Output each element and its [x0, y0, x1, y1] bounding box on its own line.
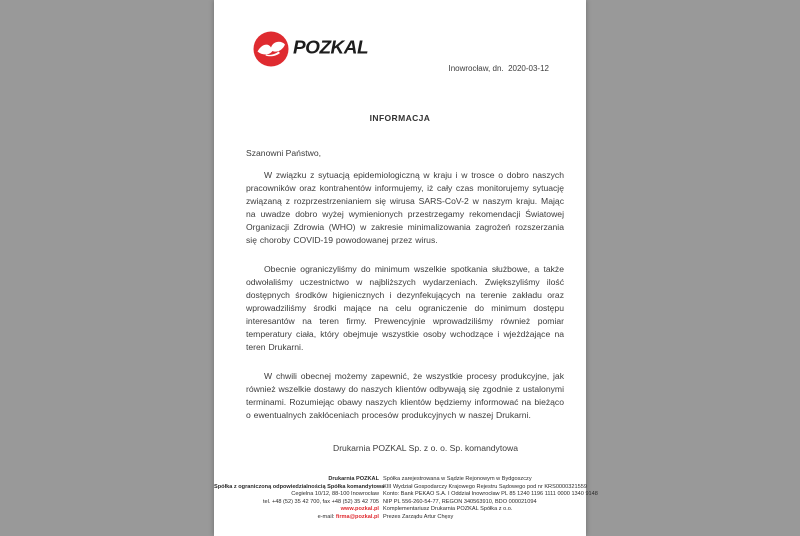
website-link[interactable]: www.pozkal.pl: [340, 506, 379, 513]
footer-bank-account: Konto: Bank PEKAO S.A. I Oddział Inowrocław PL 85 1240 1196 1111 0000 1340 9148: [383, 491, 598, 498]
footer-registry-court: Spółka zarejestrowana w Sądzie Rejonowym w Bydgoszczy: [383, 476, 532, 482]
pozkal-logo: [253, 31, 368, 67]
document-page: [214, 0, 598, 536]
email-link[interactable]: firma@pozkal.pl: [335, 513, 379, 520]
footer-registry-krs: XIII Wydział Gospodarczy Krajowego Rejestru Sądowego pod nr KRS0000321559: [383, 483, 587, 490]
pozkal-logo-icon: [253, 31, 289, 67]
footer-nip-regon: NIP PL 556-260-54-77, REGON 340563910, BDO 000021094: [383, 498, 537, 505]
footer-address: Cegielna 10/12, 88-100 Inowrocław: [291, 491, 379, 498]
paragraph-2: Obecnie ograniczyliśmy do minimum wszelkie spotkania służbowe, a także odwołaliśmy uczestnictwo w najbliższych wydarzeniach. Zwiększyliśmy ilość dostępnych środków higienicznych i dezynfekujących na terenie zakładu oraz wprowadziliśmy środki mające na celu ograniczenie do minimum dostępu interesantów na teren firmy. Prewencyjnie wprowadziliśmy również pomiar temperatury ciała, który obejmuje wszystkie osoby wchodzące i wjeżdżające na teren Drukarni.: [246, 264, 564, 352]
footer-phones: tel. +48 (52) 35 42 700, fax +48 (52) 35 42 705: [263, 498, 379, 505]
paragraph-1: W związku z sytuacją epidemiologiczną w kraju i w trosce o dobro naszych pracowników oraz kontrahentów informujemy, iż cały czas monitorujemy sytuację związaną z rozprzestrzenianiem się wirusa SARS-CoV-2 w naszym kraju. Mając na uwadze dobro wyżej wymienionych przestrzegamy rekomendacji Światowej Organizacji Zdrowia (WHO) w zakresie minimalizowania zagrożeń rozszerzania się choroby COVID-19 powodowanej przez wirus.: [246, 170, 564, 245]
footer-email-line: [214, 514, 379, 522]
email-label: e-mail:: [317, 513, 336, 520]
footer-company-column: [214, 476, 385, 522]
date-line: Inowrocław, dn. 2020-03-12: [448, 64, 549, 73]
signature-line: Drukarnia POZKAL Sp. z o. o. Sp. komandytowa: [332, 443, 518, 453]
footer-komplementariusz: Komplementariusz Drukarnia POZKAL Spółka z o.o.: [383, 506, 513, 513]
footer: [214, 476, 598, 522]
footer-company-name: Drukarnia POZKAL: [328, 476, 379, 482]
footer-registry-column: [383, 476, 598, 522]
pozkal-logo-text: POZKAL: [293, 38, 369, 59]
salutation: Szanowni Państwo,: [246, 148, 321, 158]
letter-title: INFORMACJA: [369, 113, 431, 123]
footer-prezes: Prezes Zarządu Artur Chęsy: [383, 513, 454, 520]
paragraph-3: W chwili obecnej możemy zapewnić, że wszystkie procesy produkcyjne, jak również wszelkie dostawy do naszych klientów odbywają się zgodnie z ustalonymi terminami. Rozumiejąc obawy naszych klientów będziemy informować na bieżąco o ewentualnych zakłóceniach procesów produkcyjnych w naszej Drukarni.: [246, 371, 564, 420]
letter-body: [214, 147, 586, 455]
footer-company-form: Spółka z ograniczoną odpowiedzialnością Spółka komandytowa: [214, 483, 385, 490]
